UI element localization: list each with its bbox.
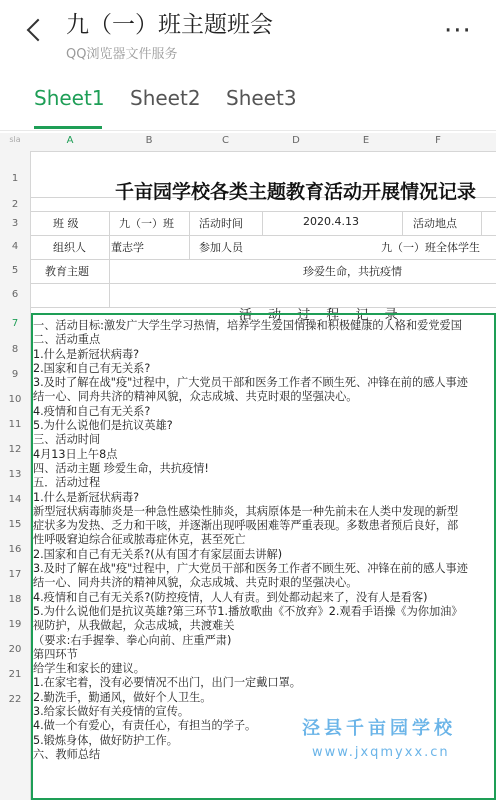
record-line: 二、活动重点 xyxy=(33,333,101,347)
record-line: 3.及时了解在战"疫"过程中，广大党员干部和医务工作者不顾生死、冲锋在前的感人事迹 xyxy=(33,376,468,390)
row-header[interactable]: 5 xyxy=(11,265,19,276)
tab-sheet1[interactable]: Sheet1 xyxy=(34,86,105,110)
record-line: 第四环节 xyxy=(33,647,78,661)
record-line: 一、活动目标:激发广大学生学习热情，培养学生爱国情操和积极健康的人格和爱党爱国 xyxy=(33,319,462,332)
tab-sheet2[interactable]: Sheet2 xyxy=(130,86,201,110)
row-header[interactable]: 12 xyxy=(8,444,22,455)
grid-line xyxy=(189,211,190,259)
record-line: 1.在家宅着，没有必要情况不出门，出门一定戴口罩。 xyxy=(33,676,301,690)
grid-line xyxy=(262,211,263,235)
record-line: 四、活动主题 珍爱生命，共抗疫情! xyxy=(33,461,209,475)
column-header-b[interactable]: B xyxy=(145,135,153,146)
column-header-bar xyxy=(0,133,496,152)
record-line: 症状多为发热、乏力和干咳，并逐渐出现呼吸困难等严重表现。多数患者预后良好，部 xyxy=(33,519,459,533)
grid-line xyxy=(31,235,496,236)
theme-label-cell[interactable]: 教育主题 xyxy=(45,265,89,278)
row-header[interactable]: 15 xyxy=(8,519,22,530)
record-line: 5.为什么说他们是抗议英雄? xyxy=(33,419,173,433)
record-line: 新型冠状病毒肺炎是一种急性感染性肺炎，其病原体是一种先前未在人类中发现的新型 xyxy=(33,504,459,518)
record-line: 5.锻炼身体，做好防护工作。 xyxy=(33,733,178,747)
column-header-a[interactable]: A xyxy=(66,135,74,146)
row-header[interactable]: 18 xyxy=(8,594,22,605)
row-header[interactable]: 4 xyxy=(11,241,19,252)
row-header-selected[interactable]: 7 xyxy=(11,318,19,329)
record-line: 5.为什么说他们是抗议英雄?第三环节1.播放歌曲《不放弃》2.观看手语操《为你加油》 xyxy=(33,604,463,618)
record-line: 给学生和家长的建议。 xyxy=(33,662,145,676)
record-line: 结一心、同舟共济的精神风貌，众志成城、共克时艰的坚强决心。 xyxy=(33,576,358,590)
record-line: 4.疫情和自己有无关系?(防控疫情，人人有责。到处都动起来了，没有人是看客) xyxy=(33,590,428,604)
sheet-title-cell[interactable]: 千亩园学校各类主题教育活动开展情况记录 xyxy=(115,181,477,203)
record-line: 五．活动过程 xyxy=(33,476,101,490)
grid-line xyxy=(481,211,482,235)
record-line: 3.及时了解在战"疫"过程中，广大党员干部和医务工作者不顾生死、冲锋在前的感人事迹 xyxy=(33,562,468,576)
row-header[interactable]: 22 xyxy=(8,694,22,705)
record-line: 1.什么是新冠状病毒? xyxy=(33,347,140,361)
column-header-c[interactable]: C xyxy=(222,135,229,146)
watermark-url: www.jxqmyxx.cn xyxy=(312,745,450,760)
record-line: 视防护，从我做起，众志成城，共渡难关 xyxy=(33,619,235,633)
row-header[interactable]: 6 xyxy=(11,289,19,300)
participants-label-cell[interactable]: 参加人员 xyxy=(199,241,243,254)
sheet-tab-bar xyxy=(0,68,496,131)
record-line: 4.疫情和自己有无关系? xyxy=(33,404,151,418)
time-label-cell[interactable]: 活动时间 xyxy=(199,217,243,230)
record-line: 2.国家和自己有无关系? xyxy=(33,361,151,375)
record-line: （要求:右手握拳、拳心向前、庄重严肃) xyxy=(33,633,232,647)
theme-value-cell[interactable]: 珍爱生命，共抗疫情 xyxy=(303,265,402,278)
grid-line xyxy=(31,211,496,212)
row-header[interactable]: 11 xyxy=(8,419,22,430)
record-line: 4.做一个有爱心，有责任心，有担当的学子。 xyxy=(33,719,257,733)
row-header[interactable]: 21 xyxy=(8,669,22,680)
record-line: 结一心、同舟共济的精神风貌，众志成城、共克时艰的坚强决心。 xyxy=(33,390,358,404)
time-value-cell[interactable]: 2020.4.13 xyxy=(303,215,359,228)
participants-value-cell[interactable]: 九（一）班全体学生 xyxy=(381,241,480,254)
grid-line xyxy=(31,283,496,284)
active-tab-indicator xyxy=(34,126,102,129)
grid-line xyxy=(31,259,496,260)
place-label-cell[interactable]: 活动地点 xyxy=(413,217,457,230)
record-line: 2.勤洗手，勤通风，做好个人卫生。 xyxy=(33,690,212,704)
back-arrow-icon[interactable] xyxy=(27,19,50,42)
row-header[interactable]: 13 xyxy=(8,469,22,480)
row-header-bar xyxy=(0,151,31,800)
activity-record-cell[interactable] xyxy=(33,319,496,762)
row-header[interactable]: 10 xyxy=(8,394,22,405)
row-header[interactable]: 16 xyxy=(8,544,22,555)
process-heading-cell[interactable]: 活 动 过 程 记 录 xyxy=(239,308,404,323)
class-label-cell[interactable]: 班 级 xyxy=(53,217,79,230)
row-header[interactable]: 20 xyxy=(8,644,22,655)
row-header[interactable]: 8 xyxy=(11,344,19,355)
grid-line xyxy=(109,211,110,307)
record-line: 性呼吸窘迫综合征或脓毒症休克，甚至死亡 xyxy=(33,533,246,547)
row-header[interactable]: 17 xyxy=(8,569,22,580)
row-header[interactable]: 3 xyxy=(11,218,19,229)
record-line: 3.给家长做好有关疫情的宣传。 xyxy=(33,705,190,719)
record-line: 三、活动时间 xyxy=(33,433,101,447)
grid-line xyxy=(402,211,403,235)
class-value-cell[interactable]: 九（一）班 xyxy=(119,217,174,230)
row-header[interactable]: 14 xyxy=(8,494,22,505)
row-header[interactable]: 1 xyxy=(11,173,19,184)
row-header[interactable]: 2 xyxy=(11,199,19,210)
row-header[interactable]: 9 xyxy=(11,369,19,380)
record-line: 1.什么是新冠状病毒? xyxy=(33,490,140,504)
select-all-corner[interactable]: sla xyxy=(9,135,21,144)
record-line: 4月13日上午8点 xyxy=(33,447,118,461)
watermark-school-name: 泾县千亩园学校 xyxy=(302,718,456,739)
tab-sheet3[interactable]: Sheet3 xyxy=(226,86,297,110)
record-line: 六、教师总结 xyxy=(33,747,101,761)
column-header-d[interactable]: D xyxy=(292,135,300,146)
document-title: 九（一）班主题班会 xyxy=(66,12,273,38)
column-header-e[interactable]: E xyxy=(362,135,370,146)
spreadsheet-view[interactable] xyxy=(0,133,496,800)
app-header xyxy=(0,0,496,68)
cell-grid[interactable] xyxy=(31,151,496,800)
row-header[interactable]: 19 xyxy=(8,619,22,630)
column-header-f[interactable]: F xyxy=(435,135,441,146)
document-source: QQ浏览器文件服务 xyxy=(66,47,178,62)
organizer-label-cell[interactable]: 组织人 xyxy=(53,241,86,254)
organizer-value-cell[interactable]: 董志学 xyxy=(111,241,144,254)
more-options-icon[interactable]: ··· xyxy=(444,16,472,46)
record-line: 2.国家和自己有无关系?(从有国才有家层面去讲解) xyxy=(33,547,283,561)
